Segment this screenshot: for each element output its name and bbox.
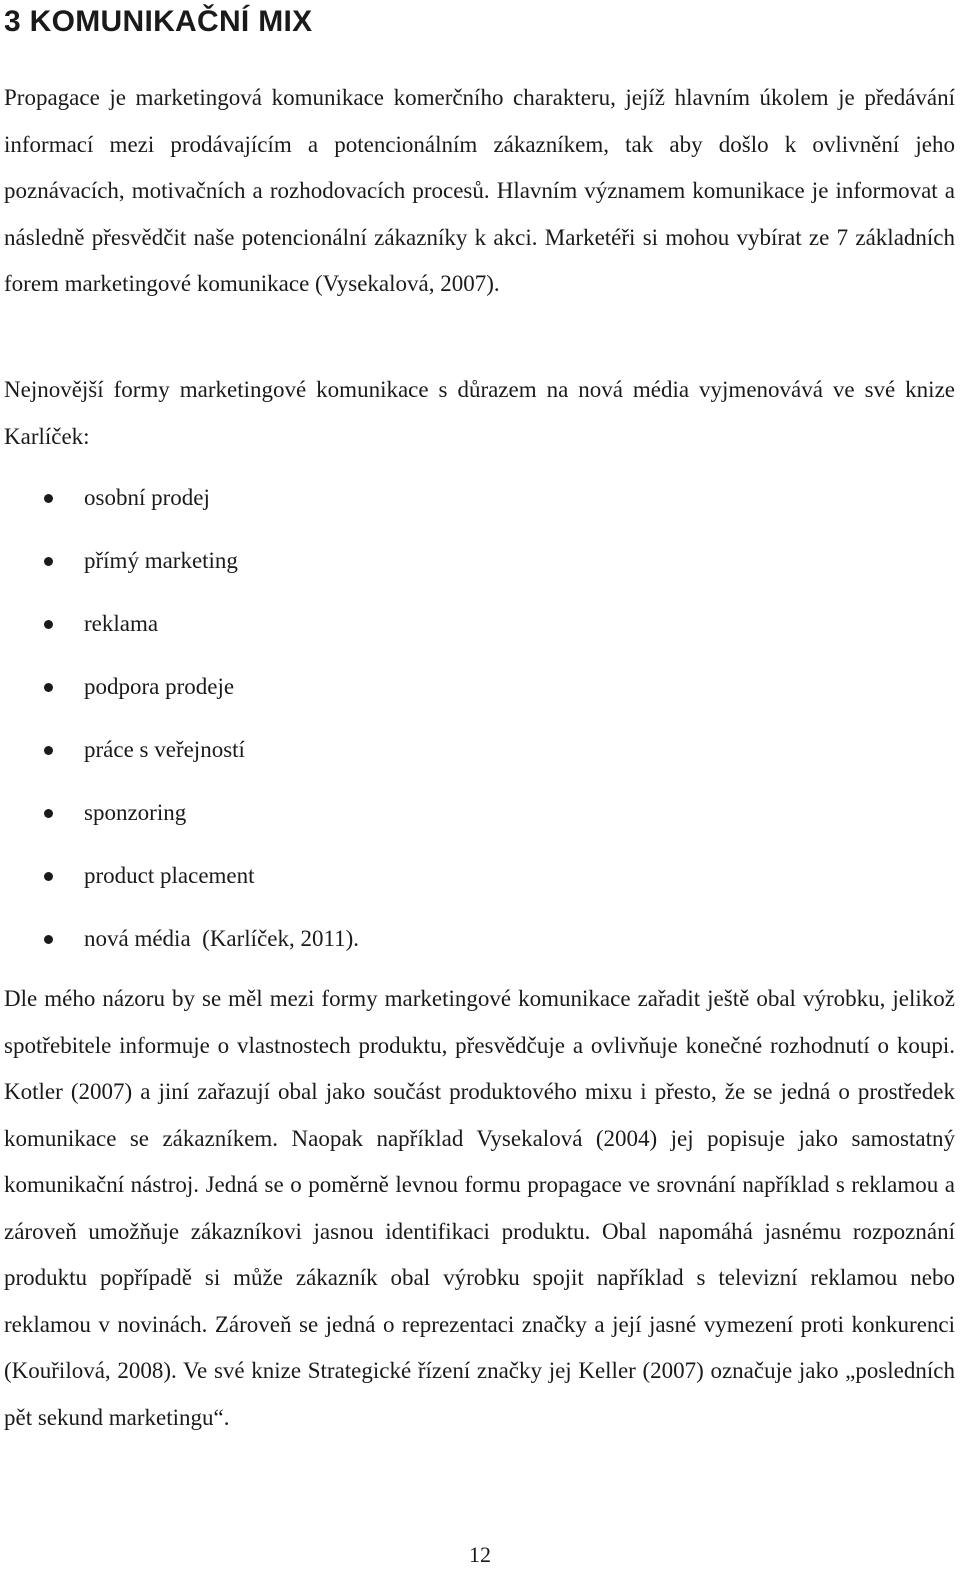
list-item	[0, 601, 359, 664]
intro-paragraph: Propagace je marketingová komunikace komerčního charakteru, jejíž hlavním úkolem je předávání informací mezi prodávajícím a potencionálním zákazníkem, tak aby došlo k ovlivnění jeho poznávacích, motivačních a rozhodovacích procesů. Hlavním významem komunikace je informovat a následně přesvědčit naše potencionální zákazníky k akci. Marketéři si mohou vybírat ze 7 základních forem marketingové komunikace (Vysekalová, 2007).	[4, 85, 955, 296]
list-item	[0, 664, 359, 727]
list-item	[0, 727, 359, 790]
bullet-icon	[44, 872, 53, 881]
list-item-label: reklama	[84, 611, 159, 636]
new-forms-paragraph: Nejnovější formy marketingové komunikace s důrazem na nová média vyjmenovává ve své knize Karlíček:	[4, 377, 955, 449]
bullet-icon	[44, 683, 53, 692]
bullet-icon	[44, 809, 53, 818]
bullet-icon	[44, 557, 53, 566]
bullet-icon	[44, 494, 53, 503]
bullet-icon	[44, 620, 53, 629]
list-item-label: přímý marketing	[84, 548, 238, 573]
list-item	[0, 475, 359, 538]
list-item-label: osobní prodej	[84, 485, 210, 510]
list-item	[0, 538, 359, 601]
packaging-paragraph: Dle mého názoru by se měl mezi formy marketingové komunikace zařadit ještě obal výrobku, jelikož spotřebitele informuje o vlastnostech produktu, přesvědčuje a ovlivňuje konečné rozhodnutí o koupi. Kotler (2007) a jiní zařazují obal jako součást produktového mixu i přesto, že se jedná o prostředek komunikace se zákazníkem. Naopak například Vysekalová (2004) jej popisuje jako samostatný komunikační nástroj. Jedná se o poměrně levnou formu propagace ve srovnání například s reklamou a zároveň umožňuje zákazníkovi jasnou identifikaci produktu. Obal napomáhá jasnému rozpoznání produktu popřípadě si může zákazník obal výrobku spojit například s televizní reklamou nebo reklamou v novinách. Zároveň se jedná o reprezentaci značky a její jasné vymezení proti konkurenci (Kouřilová, 2008). Ve své knize Strategické řízení značky jej Keller (2007) označuje jako „posledních pět sekund marketingu“.	[4, 986, 955, 1430]
list-item-label: podpora prodeje	[84, 674, 235, 699]
list-item	[0, 916, 359, 979]
list-item-label: práce s veřejností	[84, 737, 245, 762]
chapter-heading: 3 KOMUNIKAČNÍ MIX	[4, 5, 313, 38]
list-item-label: sponzoring	[84, 800, 187, 825]
bullet-icon	[44, 935, 53, 944]
communication-forms-list	[0, 475, 359, 979]
bullet-icon	[44, 746, 53, 755]
list-item-label: nová média (Karlíček, 2011).	[84, 926, 360, 951]
page-number: 12	[469, 1542, 491, 1567]
list-item-label: product placement	[84, 863, 255, 888]
list-item	[0, 790, 359, 853]
list-item	[0, 853, 359, 916]
